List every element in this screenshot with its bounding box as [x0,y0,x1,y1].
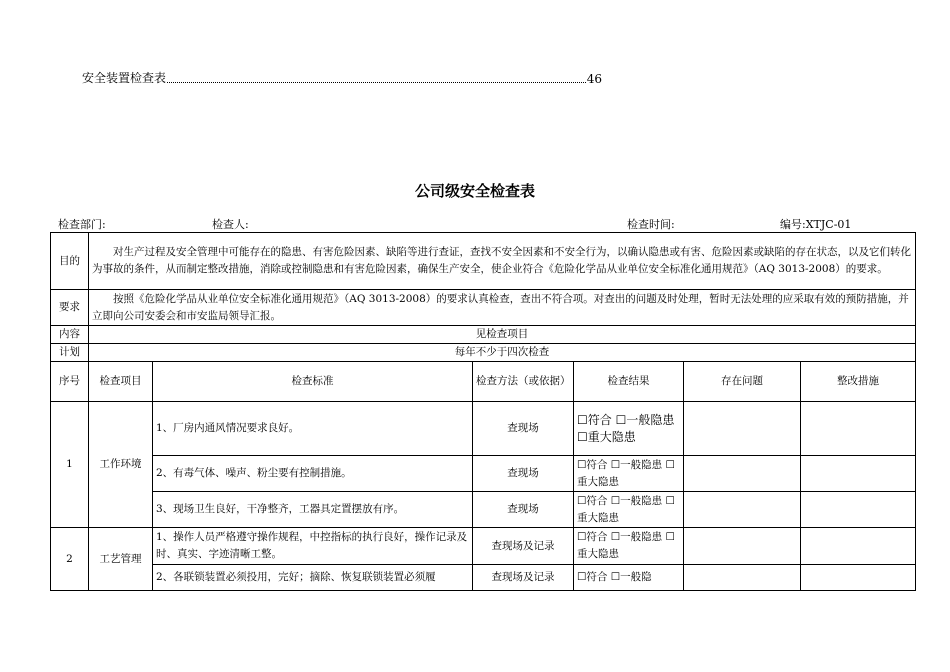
action-cell[interactable] [801,402,916,456]
issue-cell[interactable] [684,528,801,565]
action-cell[interactable] [801,456,916,492]
table-row [51,456,916,492]
content-text: 见检查项目 [89,326,916,344]
col-no: 序号 [51,362,89,402]
plan-label: 计划 [51,344,89,362]
result-checkboxes[interactable]: ☐符合 ☐一般隐患 ☐重大隐患 [574,456,684,492]
method-cell: 查现场 [473,492,574,528]
toc-leader-dots [167,81,586,83]
action-cell[interactable] [801,492,916,528]
col-result: 检查结果 [574,362,684,402]
toc-entry[interactable] [82,69,602,86]
page-title: 公司级安全检查表 [414,182,535,200]
content-label: 内容 [51,326,89,344]
col-standard: 检查标准 [153,362,473,402]
checklist-table [50,232,916,591]
purpose-text: 对生产过程及安全管理中可能存在的隐患、有害危险因素、缺陷等进行查证，查找不安全因素和不安全行为，以确认隐患或有害、危险因素或缺陷的存在状态，以及它们转化为事故的条件，从而制定整改措施，消除或控制隐患和有害危险因素，确保生产安全，使企业符合《危险化学品从业单位安全标准化通用规范》（AQ 3013-2008）的要求。 [89,233,916,290]
content-row [51,326,916,344]
col-item: 检查项目 [89,362,153,402]
standard-cell: 1、厂房内通风情况要求良好。 [153,402,473,456]
action-cell[interactable] [801,565,916,591]
standard-cell: 2、有毒气体、噪声、粉尘要有控制措施。 [153,456,473,492]
method-cell: 查现场及记录 [473,528,574,565]
result-checkboxes[interactable]: ☐符合 ☐一般隐患 ☐重大隐患 [574,528,684,565]
col-action: 整改措施 [801,362,916,402]
section-number: 2 [51,528,89,591]
issue-cell[interactable] [684,402,801,456]
standard-cell: 2、各联锁装置必须投用，完好；摘除、恢复联锁装置必须履 [153,565,473,591]
toc-page-number: 46 [586,72,602,86]
table-row [51,528,916,565]
result-checkboxes[interactable]: ☐符合 ☐一般隐患 ☐重大隐患 [574,402,684,456]
action-cell[interactable] [801,528,916,565]
plan-row [51,344,916,362]
issue-cell[interactable] [684,456,801,492]
time-label: 检查时间: [627,218,675,231]
result-checkboxes[interactable]: ☐符合 ☐一般隐患 ☐重大隐患 [574,492,684,528]
standard-cell: 1、操作人员严格遵守操作规程，中控指标的执行良好，操作记录及时、真实、字迹清晰工整。 [153,528,473,565]
plan-text: 每年不少于四次检查 [89,344,916,362]
column-header-row [51,362,916,402]
requirement-row [51,290,916,326]
table-row [51,492,916,528]
table-row [51,565,916,591]
inspector-label: 检查人: [212,218,249,231]
toc-label: 安全装置检查表 [82,71,167,85]
col-method: 检查方法（或依据） [473,362,574,402]
method-cell: 查现场及记录 [473,565,574,591]
code-label: 编号:XTJC-01 [780,218,852,231]
requirement-text: 按照《危险化学品从业单位安全标准化通用规范》（AQ 3013-2008）的要求认真检查，查出不符合项。对查出的问题及时处理，暂时无法处理的应采取有效的预防措施，并立即向公司安委会和市安监局领导汇报。 [89,290,916,326]
result-checkboxes[interactable]: ☐符合 ☐一般隐 [574,565,684,591]
requirement-label: 要求 [51,290,89,326]
section-item: 工作环境 [89,402,153,528]
standard-cell: 3、现场卫生良好，干净整齐，工器具定置摆放有序。 [153,492,473,528]
table-row [51,402,916,456]
issue-cell[interactable] [684,565,801,591]
section-number: 1 [51,402,89,528]
purpose-label: 目的 [51,233,89,290]
purpose-row [51,233,916,290]
col-issue: 存在问题 [684,362,801,402]
issue-cell[interactable] [684,492,801,528]
dept-label: 检查部门: [58,218,106,231]
method-cell: 查现场 [473,402,574,456]
method-cell: 查现场 [473,456,574,492]
section-item: 工艺管理 [89,528,153,591]
